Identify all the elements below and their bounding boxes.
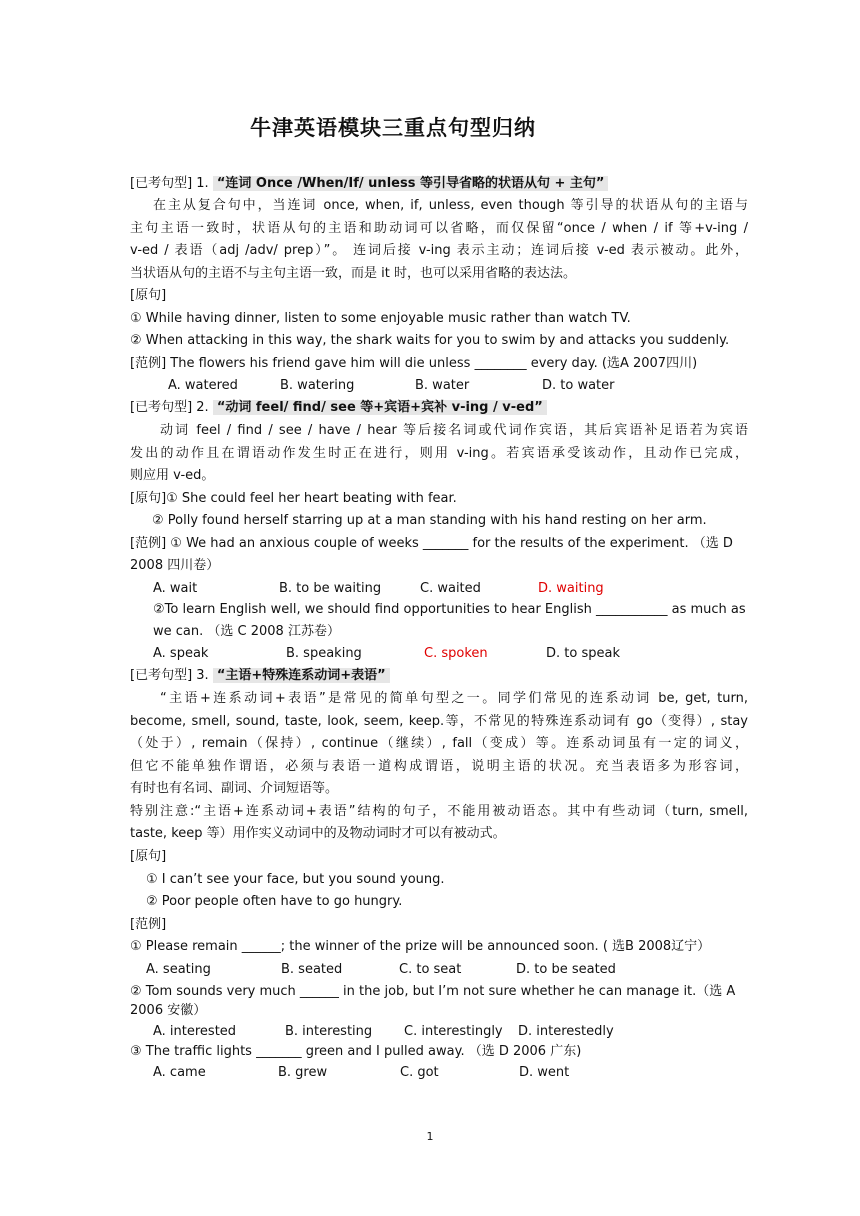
section-1-paragraph-line: 在主从复合句中，当连词 once, when, if, unless, even though 等引导的状语从句的主语与 [153, 198, 748, 213]
option: A. came [153, 1065, 206, 1080]
section-2-yuanju-2: ② Polly found herself starring up at a man standing with his hand resting on her arm. [152, 513, 707, 528]
option: D. went [519, 1065, 570, 1080]
section-3-note-cont: taste, keep 等）用作实义动词中的及物动词时才可以有被动式。 [130, 826, 506, 841]
section-1-paragraph-line: v-ed / 表语（adj /adv/ prep）”。 连词后接 v-ing 表示主动；连词后接 v-ed 表示被动。此外， [130, 243, 748, 258]
section-3-question-3: ③ The traffic lights _______ green and I pulled away. （选 D 2006 广东) [130, 1044, 582, 1059]
section-3-question-2-cont: 2006 安徽） [130, 1003, 207, 1018]
option: B. seated [281, 962, 343, 977]
option: B. grew [278, 1065, 328, 1080]
section-2-paragraph-line: 则应用 v-ed。 [130, 468, 215, 483]
section-3-paragraph-line: （处于）, remain（保持）, continue（继续）, fall（变成）等。连系动词虽有一定的词义， [130, 736, 748, 751]
section-3-prefix: [已考句型] 3. [130, 668, 209, 683]
section-1-prefix: [已考句型] 1. [130, 176, 209, 191]
option: D. to speak [546, 646, 620, 661]
section-2-header [130, 397, 748, 419]
option: B. to be waiting [279, 581, 382, 596]
section-3-fanli-label: [范例] [130, 917, 167, 932]
page-title: 牛津英语模块三重点句型归纳 [250, 115, 536, 140]
section-3-paragraph-line: become, smell, sound, taste, look, seem, keep.等，不常见的特殊连系动词有 go（变得）, stay [130, 714, 748, 729]
section-3-question-2: ② Tom sounds very much ______ in the job, but I’m not sure whether he can manage it.（选 A [130, 984, 736, 999]
section-2-paragraph-line: 动词 feel / find / see / have / hear 等后接名词或代词作宾语，其后宾语补足语若为宾语 [160, 423, 748, 438]
option: B. speaking [286, 646, 362, 661]
section-3-paragraph-line: 有时也有名词、副词、介词短语等。 [130, 781, 339, 796]
section-1-paragraph-line: 当状语从句的主语不与主句主语一致，而是 it 时，也可以采用省略的表达法。 [130, 266, 576, 281]
section-1-yuanju-label: [原句] [130, 288, 167, 303]
option: C. waited [420, 581, 481, 596]
section-3-question-1: ① Please remain ______; the winner of the prize will be announced soon. ( 选B 2008辽宁） [130, 939, 711, 954]
section-3-example-2: ② Poor people often have to go hungry. [146, 894, 403, 909]
page-number: 1 [426, 1130, 434, 1143]
option: A. seating [146, 962, 211, 977]
option: B. water [415, 378, 470, 393]
section-2-fanli-1: [范例] ① We had an anxious couple of weeks _______ for the results of the experiment. （选 D [130, 536, 733, 551]
section-2-fanli-2-cont: we can. （选 C 2008 江苏卷） [153, 624, 340, 639]
section-2-prefix: [已考句型] 2. [130, 400, 209, 415]
section-2-fanli-1-cont: 2008 四川卷） [130, 558, 220, 573]
option: B. watering [280, 378, 355, 393]
correct-option: D. waiting [538, 581, 604, 596]
section-3-heading: “主语+特殊连系动词+表语” [213, 668, 390, 683]
section-1-example-2: ② When attacking in this way, the shark waits for you to swim by and attacks you suddenly. [130, 333, 730, 348]
option: B. interesting [285, 1024, 373, 1039]
section-3-header [130, 665, 748, 687]
section-2-fanli-2: ②To learn English well, we should find opportunities to hear English ___________ as much as [153, 602, 746, 617]
section-1-paragraph-line: 主句主语一致时，状语从句的主语和助动词可以省略，而仅保留“once / when / if 等+v-ing / [130, 221, 748, 236]
option: D. to be seated [516, 962, 616, 977]
section-2-yuanju-1: [原句]① She could feel her heart beating with fear. [130, 491, 457, 506]
option: D. to water [542, 378, 615, 393]
option: D. interestedly [518, 1024, 614, 1039]
section-3-note: 特别注意:“主语+连系动词+表语”结构的句子，不能用被动语态。其中有些动词（turn, smell, [130, 804, 748, 819]
section-1-example-1: ① While having dinner, listen to some enjoyable music rather than watch TV. [130, 311, 631, 326]
section-3-yuanju-label: [原句] [130, 849, 167, 864]
section-3-paragraph-line: 但它不能单独作谓语，必须与表语一道构成谓语，说明主语的状况。充当表语多为形容词， [130, 759, 748, 774]
option: C. interestingly [404, 1024, 503, 1039]
option: C. got [400, 1065, 439, 1080]
correct-option: C. spoken [424, 646, 488, 661]
option: A. speak [153, 646, 209, 661]
section-3-paragraph-line: “主语+连系动词+表语”是常见的简单句型之一。同学们常见的连系动词 be, get, turn, [160, 691, 748, 706]
option: A. interested [153, 1024, 237, 1039]
section-2-heading: “动词 feel/ find/ see 等+宾语+宾补 v-ing / v-ed” [213, 400, 547, 415]
option: A. watered [168, 378, 238, 393]
section-1-header [130, 173, 748, 195]
option: A. wait [153, 581, 198, 596]
section-1-fanli: [范例] The flowers his friend gave him will die unless ________ every day. (选A 2007四川) [130, 356, 698, 371]
section-2-paragraph-line: 发出的动作且在谓语动作发生时正在进行，则用 v-ing。若宾语承受该动作，且动作已完成， [130, 446, 748, 461]
section-3-example-1: ① I can’t see your face, but you sound young. [146, 872, 445, 887]
option: C. to seat [399, 962, 462, 977]
section-1-heading: “连词 Once /When/If/ unless 等引导省略的状语从句 + 主句” [213, 176, 609, 191]
